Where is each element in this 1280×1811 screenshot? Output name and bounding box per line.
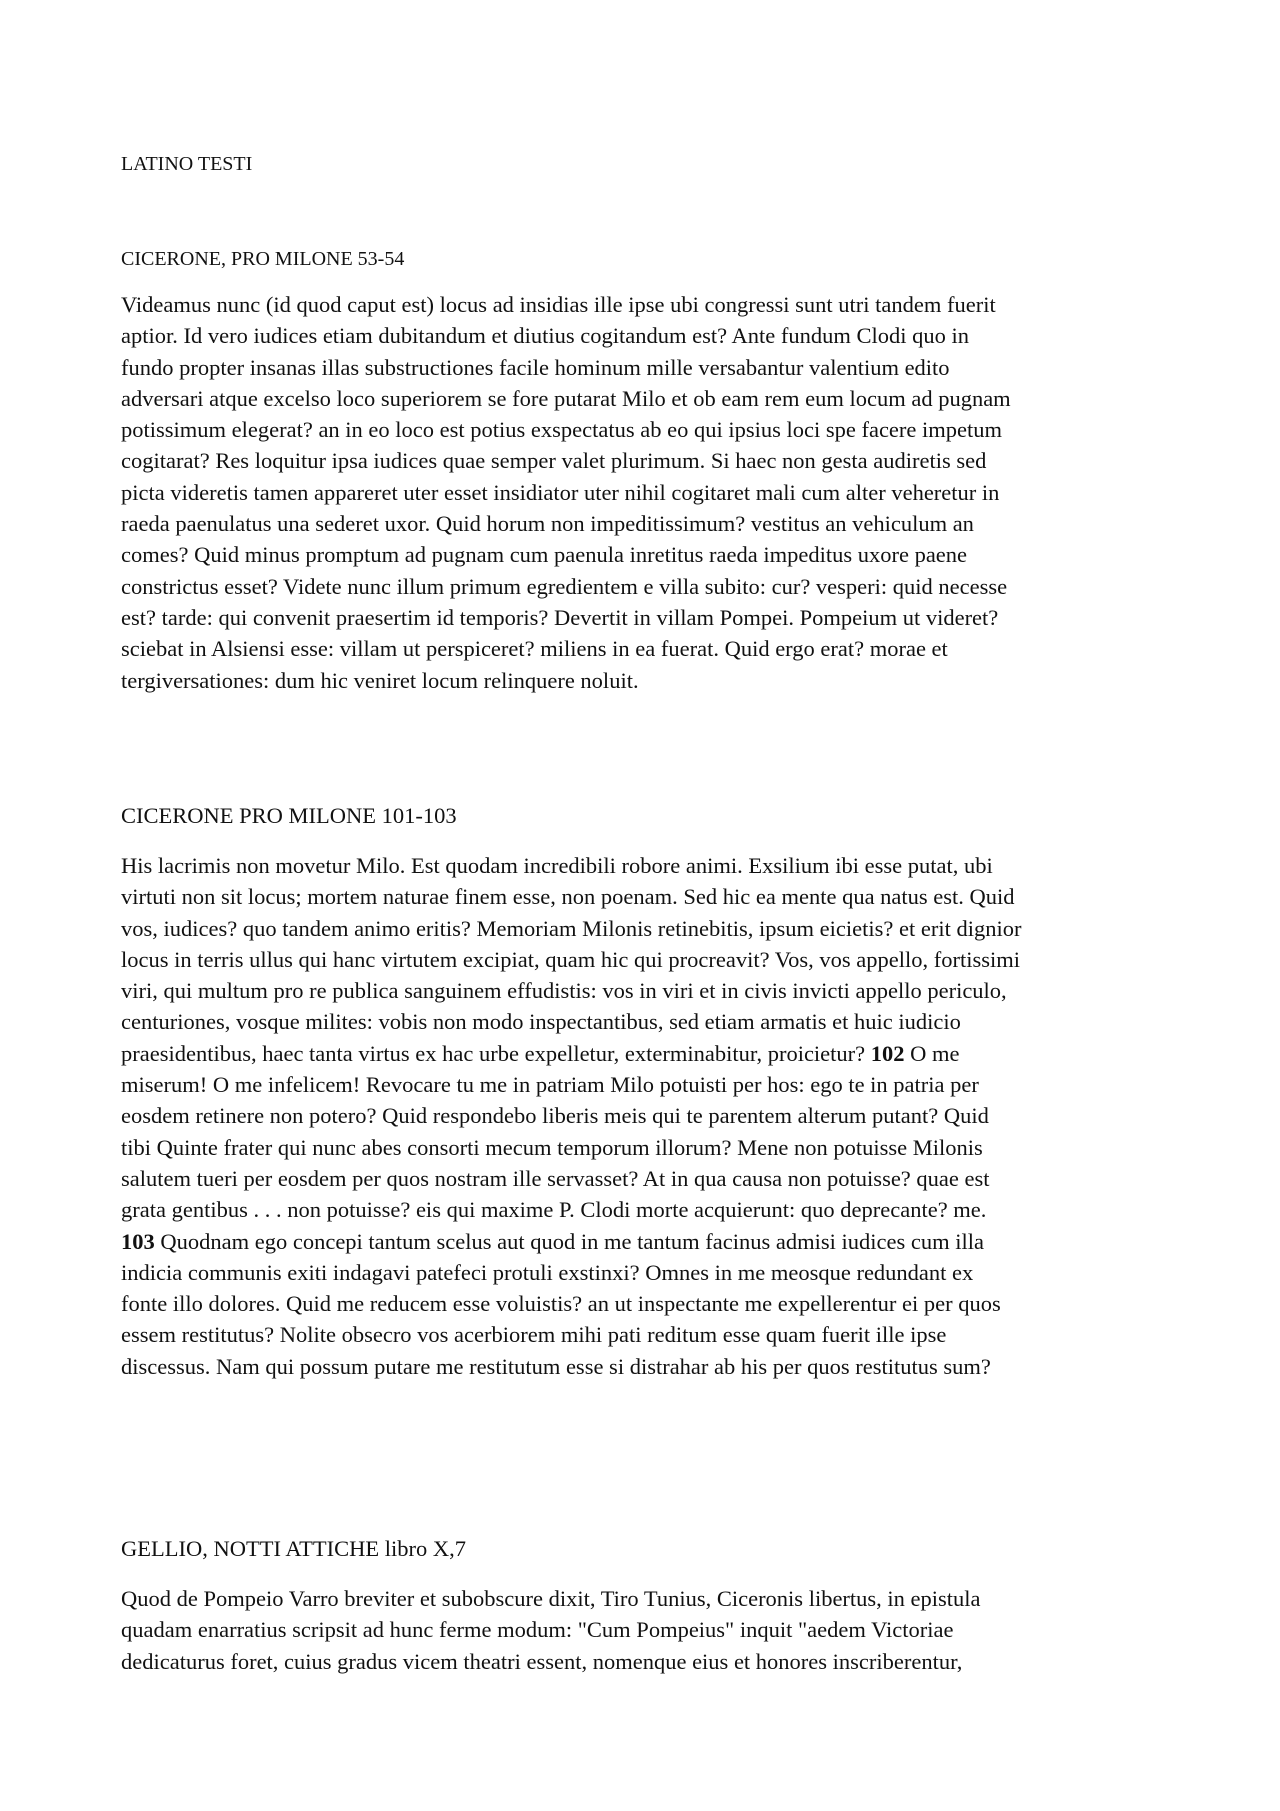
text-line [121,913,1166,944]
text-line: comes? Quid minus promptum ad pugnam cum paenula inretitus raeda impeditus uxore paene [121,542,968,568]
text-line: quadam enarratius scripsit ad hunc ferme modum: "Cum Pompeius" inquit "aedem Victoriae [121,1617,954,1643]
text-line [121,1257,1166,1288]
text-line: Quod de Pompeio Varro breviter et subobscure dixit, Tiro Tunius, Ciceronis libertus, in epistula [121,1586,981,1611]
line-text: locus in terris ullus qui hanc virtutem excipiat, quam hic qui procreavit? Vos, vos appello, fortissimi [121,946,1021,972]
section-number: 102 [870,1040,905,1066]
text-line [121,850,1166,881]
line-text: salutem tueri per eosdem per quos nostram ille servasset? At in qua causa non potuisse? quae est [121,1165,990,1191]
line-text: essem restitutus? Nolite obsecro vos acerbiorem mihi pati reditum esse quam fuerit ille ipse [121,1322,947,1348]
text-line [121,1351,1166,1382]
text-line [121,1069,1166,1100]
text-line [121,1194,1166,1225]
text-line [121,1319,1166,1350]
section-heading: CICERONE, PRO MILONE 53-54 [121,248,405,270]
text-line: picta videretis tamen appareret uter esset insidiator uter nihil cogitaret mali cum alter veheretur in [121,479,1000,505]
text-line: Videamus nunc (id quod caput est) locus ad insidias ille ipse ubi congressi sunt utri tandem fuerit [121,292,996,317]
text-line [121,1100,1166,1131]
text-line: sciebat in Alsiensi esse: villam ut perspiceret? miliens in ea fuerat. Quid ergo erat? morae et [121,636,948,662]
line-text: tibi Quinte frater qui nunc abes consorti mecum temporum illorum? Mene non potuisse Milonis [121,1134,983,1160]
section-heading: CICERONE PRO MILONE 101-103 [121,803,457,828]
line-text: virtuti non sit locus; mortem naturae finem esse, non poenam. Sed hic ea mente qua natus est. Quid [121,884,1015,910]
text-line [121,975,1166,1006]
section-body [121,850,1166,1382]
line-text: vos, iudices? quo tandem animo eritis? Memoriam Milonis retinebitis, ipsum eicietis? et erit dignior [121,915,1022,941]
line-text: discessus. Nam qui possum putare me restitutum esse si distrahar ab his per quos restitutus sum? [121,1353,991,1379]
text-line: tergiversationes: dum hic veniret locum relinquere noluit. [121,667,639,693]
text-line [121,1006,1166,1037]
text-line: fundo propter insanas illas substructiones facile hominum mille versabantur valentium edito [121,354,950,380]
line-text: grata gentibus . . . non potuisse? eis qui maxime P. Clodi morte acquierunt: quo deprecante? me. [121,1197,987,1223]
text-line [121,1288,1166,1319]
section-body [121,1583,1166,1677]
text-line: est? tarde: qui convenit praesertim id temporis? Devertit in villam Pompei. Pompeium ut videret? [121,604,999,630]
text-line [121,1163,1166,1194]
text-line [121,944,1166,975]
line-text: eosdem retinere non potero? Quid respondebo liberis meis qui te parentem alterum putant? Quid [121,1103,989,1129]
line-text: miserum! O me infelicem! Revocare tu me in patriam Milo potuisti per hos: ego te in patria per [121,1072,979,1098]
section-body [121,289,1166,696]
text-line [121,881,1166,912]
document-title: LATINO TESTI [121,153,253,175]
line-text: fonte illo dolores. Quid me reducem esse voluistis? an ut inspectante me expellerentur ei per quos [121,1291,1001,1317]
line-text: praesidentibus, haec tanta virtus ex hac urbe expelletur, exterminabitur, proicietur? [121,1040,871,1066]
line-text: His lacrimis non movetur Milo. Est quodam incredibili robore animi. Exsilium ibi esse putat, ubi [121,853,993,878]
text-line: adversari atque excelso loco superiorem se fore putarat Milo et ob eam rem eum locum ad pugnam [121,385,1011,411]
text-line: cogitarat? Res loquitur ipsa iudices quae semper valet plurimum. Si haec non gesta audiretis sed [121,448,987,474]
section-number: 103 [121,1228,155,1254]
text-line [121,1038,1166,1069]
text-line: potissimum elegerat? an in eo loco est potius exspectatus ab eo qui ipsius loci spe facere impetum [121,417,1003,443]
line-text: centuriones, vosque milites: vobis non modo inspectantibus, sed etiam armatis et huic iudicio [121,1009,961,1035]
text-line: raeda paenulatus una sederet uxor. Quid horum non impeditissimum? vestitus an vehiculum an [121,511,974,537]
line-text: indicia communis exiti indagavi patefeci protuli exstinxi? Omnes in me meosque redundant ex [121,1259,974,1285]
text-line: aptior. Id vero iudices etiam dubitandum et diutius cogitandum est? Ante fundum Clodi quo in [121,323,969,349]
text-line [121,1132,1166,1163]
text-line: dedicaturus foret, cuius gradus vicem theatri essent, nomenque eius et honores inscriberentur, [121,1648,963,1674]
section-heading: GELLIO, NOTTI ATTICHE libro X,7 [121,1536,466,1561]
line-text: Quodnam ego concepi tantum scelus aut quod in me tantum facinus admisi iudices cum illa [154,1228,984,1254]
text-line [121,1226,1166,1257]
text-line: constrictus esset? Videte nunc illum primum egredientem e villa subito: cur? vesperi: quid necesse [121,573,1008,599]
line-text: viri, qui multum pro re publica sanguinem effudistis: vos in viri et in civis invicti appello periculo, [121,978,1007,1004]
line-text: O me [904,1040,960,1066]
